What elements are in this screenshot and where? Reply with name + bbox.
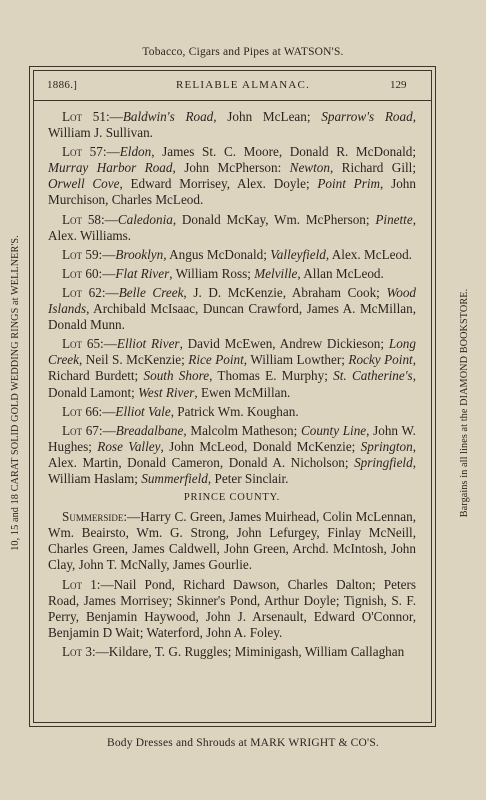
place-name: Rocky Point	[348, 352, 413, 368]
names-text: , Edward Morrisey, Alex. Doyle;	[119, 176, 318, 192]
entry-paragraph	[48, 212, 416, 244]
place-name: Breadalbane	[115, 422, 184, 438]
place-name: Newton	[289, 160, 330, 176]
entry-paragraph	[48, 109, 416, 141]
entry-label: Lot 57:—	[62, 144, 120, 160]
entry-label: Lot 1:—	[62, 576, 114, 592]
names-text: , Richard Burdett;	[48, 352, 416, 384]
names-text: , Malcolm Matheson;	[183, 422, 301, 438]
entry-paragraph	[48, 336, 416, 400]
entry-label: Lot 3:—	[62, 643, 109, 659]
entry-paragraph	[48, 577, 416, 641]
running-head-title: RELIABLE ALMANAC.	[175, 79, 311, 91]
header-rule	[33, 100, 432, 101]
entry-label: Lot 62:—	[62, 284, 119, 300]
place-name: Elliot Vale	[115, 403, 171, 419]
names-text: Kildare, T. G. Ruggles; Miminigash, William Callaghan	[108, 643, 405, 659]
names-text: , Thomas E. Murphy;	[209, 368, 334, 384]
entry-paragraph	[48, 404, 416, 420]
place-name: Wood Islands	[48, 284, 417, 317]
place-name: Flat River	[115, 265, 170, 281]
entry-paragraph	[48, 644, 416, 660]
entry-label: Lot 67:—	[62, 422, 116, 438]
place-name: Long Creek	[48, 336, 416, 368]
names-text: , Archibald McIsaac, Duncan Crawford, James A. McMillan, Donald Munn.	[48, 301, 416, 333]
place-name: Eldon	[119, 144, 152, 160]
names-text: , Patrick Wm. Koughan.	[170, 403, 299, 419]
names-text: , David McEwen, Andrew Dickieson;	[179, 336, 389, 352]
lot-list	[48, 109, 416, 487]
names-text: , John McLean;	[213, 109, 322, 124]
place-name: St. Catherine's	[333, 368, 413, 384]
entry-paragraph	[48, 285, 416, 333]
entry-label: Lot 59:—	[62, 246, 116, 262]
top-advertisement: Tobacco, Cigars and Pipes at WATSON'S.	[142, 46, 344, 58]
page-number: 129	[390, 79, 407, 91]
place-name: Pinette	[375, 211, 413, 227]
names-text: , James St. C. Moore, Donald R. McDonald;	[151, 144, 417, 160]
place-name: Baldwin's Road	[122, 109, 214, 124]
place-name: Springfield	[354, 454, 413, 470]
entry-paragraph	[48, 423, 416, 487]
names-text: , Alex. Martin, Donald Cameron, Donald A. Nicholson;	[48, 438, 416, 470]
right-side-advertisement: Bargains in all lines at the DIAMOND BOOKSTORE.	[459, 288, 470, 518]
entry-paragraph	[48, 509, 416, 573]
section-heading: PRINCE COUNTY.	[183, 492, 281, 504]
place-name: Sparrow's Road	[321, 109, 413, 124]
names-text: , Donald Lamont;	[48, 368, 416, 400]
entry-paragraph	[48, 247, 416, 263]
names-text: , Neil S. McKenzie;	[79, 352, 189, 368]
place-name: Valleyfield	[270, 246, 326, 262]
place-name: Summerfield	[141, 470, 208, 486]
place-name: Point Prim	[317, 176, 381, 192]
place-name: Melville	[254, 265, 298, 281]
names-text: , Richard Gill;	[329, 160, 416, 176]
running-head-year: 1886.]	[47, 79, 78, 91]
place-name: West River	[138, 384, 195, 400]
names-text: , John McLeod, Donald McKenzie;	[160, 438, 361, 454]
names-text: , William J. Sullivan.	[48, 109, 416, 141]
entry-label: Lot 65:—	[62, 336, 117, 352]
entry-label: Lot 58:—	[62, 211, 118, 227]
names-text: , Peter Sinclair.	[207, 470, 289, 486]
prince-county-list	[48, 509, 416, 660]
entry-paragraph	[48, 266, 416, 282]
names-text: , Ewen McMillan.	[194, 384, 291, 400]
entry-label: Summerside:—	[62, 509, 141, 525]
place-name: Rose Valley	[97, 438, 161, 454]
names-text: , John W. Hughes;	[48, 422, 416, 454]
names-text: , William Ross;	[169, 265, 255, 281]
names-text: , William Lowther;	[243, 352, 349, 368]
names-text: , J. D. McKenzie, Abraham Cook;	[183, 284, 387, 300]
place-name: Belle Creek	[118, 284, 184, 300]
place-name: South Shore	[143, 368, 210, 384]
place-name: Elliot River	[116, 336, 180, 352]
names-text: , Alex. Williams.	[48, 211, 416, 243]
place-name: Orwell Cove	[48, 176, 120, 192]
names-text: , John Murchison, Charles McLeod.	[48, 176, 416, 208]
place-name: Springton	[360, 438, 413, 454]
left-side-advertisement: 10, 15 and 18 CARAT SOLID GOLD WEDDING RINGS at WELLNER'S.	[10, 235, 21, 551]
entry-paragraph	[48, 144, 416, 208]
names-text: , Alex. McLeod.	[325, 246, 412, 262]
names-text: , Allan McLeod.	[297, 265, 384, 281]
names-text: Harry C. Green, James Muirhead, Colin McLennan, Wm. Beairsto, Wm. G. Strong, John Lefurgey, Finlay McNeill, Charles Green, James Caldwell, John Green, Archd. McIntosh, John Clay, John T. McNally, James Gourlie.	[48, 509, 416, 573]
place-name: Rice Point	[188, 352, 244, 368]
names-text: , Donald McKay, Wm. McPherson;	[172, 211, 376, 227]
names-text: , William Haslam;	[48, 454, 416, 486]
place-name: Brooklyn	[115, 246, 164, 262]
entry-label: Lot 60:—	[62, 265, 116, 281]
bottom-advertisement: Body Dresses and Shrouds at MARK WRIGHT & CO'S.	[106, 737, 380, 749]
place-name: County Line	[300, 422, 367, 438]
names-text: Nail Pond, Richard Dawson, Charles Dalton; Peters Road, James Morrisey; Skinner's Pond, Arthur Doyle; Tignish, S. F. Perry, Benjamin Haywood, John J. Arsenault, Edward O'Connor, Benjamin D Wait; Waterford, John A. Foley.	[48, 576, 417, 640]
almanac-body	[48, 109, 416, 663]
names-text: , Angus McDonald;	[163, 246, 271, 262]
place-name: Murray Harbor Road	[48, 160, 173, 176]
entry-label: Lot 51:—	[62, 109, 123, 124]
entry-label: Lot 66:—	[62, 403, 116, 419]
names-text: , John McPherson:	[172, 160, 290, 176]
place-name: Caledonia	[117, 211, 173, 227]
